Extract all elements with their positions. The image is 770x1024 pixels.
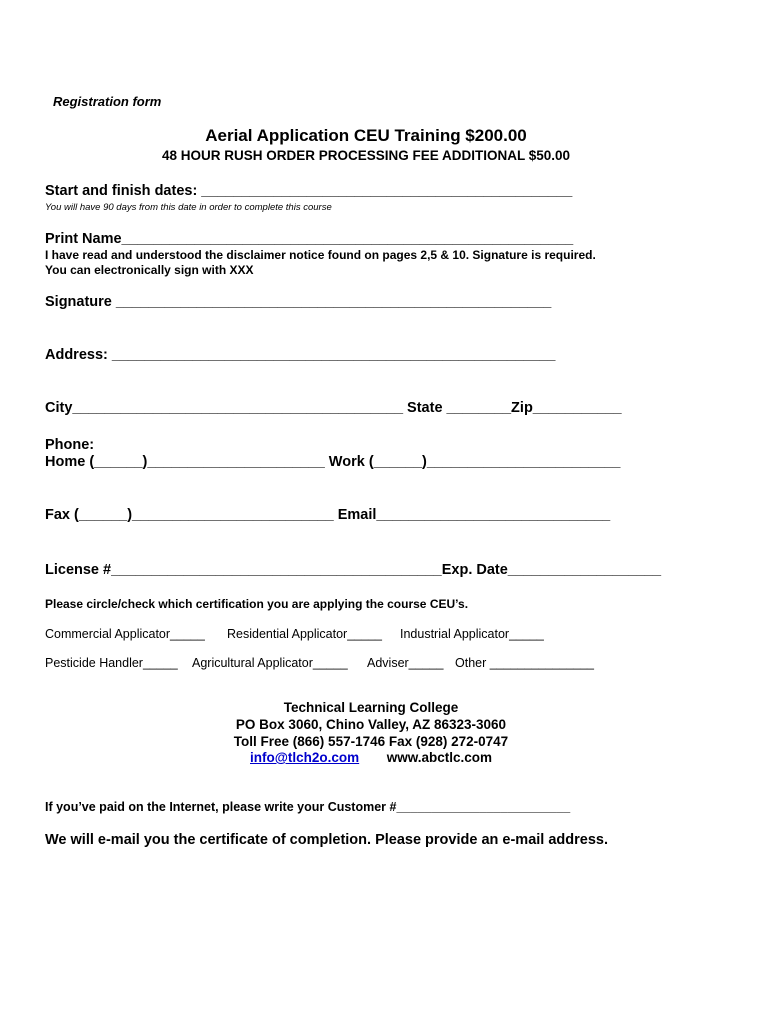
- website-text: www.abctlc.com: [386, 750, 492, 765]
- fax-email-field[interactable]: Fax (______)_________________________ Email_____________________________: [45, 507, 611, 523]
- disclaimer-text-line2: You can electronically sign with XXX: [45, 263, 254, 277]
- print-name-field[interactable]: Print Name________________________________________________________: [45, 231, 574, 247]
- home-work-phone-field[interactable]: Home (______)______________________ Work (______)________________________: [45, 454, 621, 470]
- form-title: Aerial Application CEU Training $200.00: [205, 126, 527, 145]
- email-link[interactable]: info@tlch2o.com: [250, 750, 360, 765]
- rush-fee-subtitle: 48 HOUR RUSH ORDER PROCESSING FEE ADDITIONAL $50.00: [161, 148, 571, 163]
- cert-pesticide-handler[interactable]: Pesticide Handler_____: [45, 656, 178, 670]
- college-phones: Toll Free (866) 557-1746 Fax (928) 272-0747: [233, 734, 509, 749]
- cert-adviser[interactable]: Adviser_____: [367, 656, 444, 670]
- college-name: Technical Learning College: [283, 700, 459, 715]
- certification-instruction: Please circle/check which certification you are applying the course CEU’s.: [45, 597, 469, 611]
- cert-industrial-applicator[interactable]: Industrial Applicator_____: [400, 627, 544, 641]
- cert-other[interactable]: Other _______________: [455, 656, 595, 670]
- city-state-zip-field[interactable]: City_________________________________________ State ________Zip___________: [45, 400, 622, 416]
- start-date-note: You will have 90 days from this date in order to complete this course: [45, 202, 332, 213]
- license-exp-date-field[interactable]: License #_________________________________________Exp. Date___________________: [45, 562, 662, 578]
- cert-agricultural-applicator[interactable]: Agricultural Applicator_____: [192, 656, 348, 670]
- cert-residential-applicator[interactable]: Residential Applicator_____: [227, 627, 382, 641]
- college-contact-line: [0, 750, 742, 765]
- signature-field[interactable]: Signature ______________________________________________________: [45, 294, 552, 310]
- disclaimer-text-line1: I have read and understood the disclaimer notice found on pages 2,5 & 10. Signature is required.: [45, 248, 596, 262]
- address-field[interactable]: Address: _______________________________________________________: [45, 347, 556, 363]
- registration-form-label: Registration form: [53, 94, 162, 109]
- start-finish-dates-field[interactable]: Start and finish dates: ______________________________________________: [45, 183, 573, 199]
- customer-number-field[interactable]: If you’ve paid on the Internet, please write your Customer #_________________________: [45, 800, 571, 814]
- cert-commercial-applicator[interactable]: Commercial Applicator_____: [45, 627, 205, 641]
- college-address: PO Box 3060, Chino Valley, AZ 86323-3060: [235, 717, 507, 732]
- phone-label: Phone:: [45, 437, 95, 453]
- email-certificate-notice: We will e-mail you the certificate of completion. Please provide an e-mail address.: [45, 832, 608, 848]
